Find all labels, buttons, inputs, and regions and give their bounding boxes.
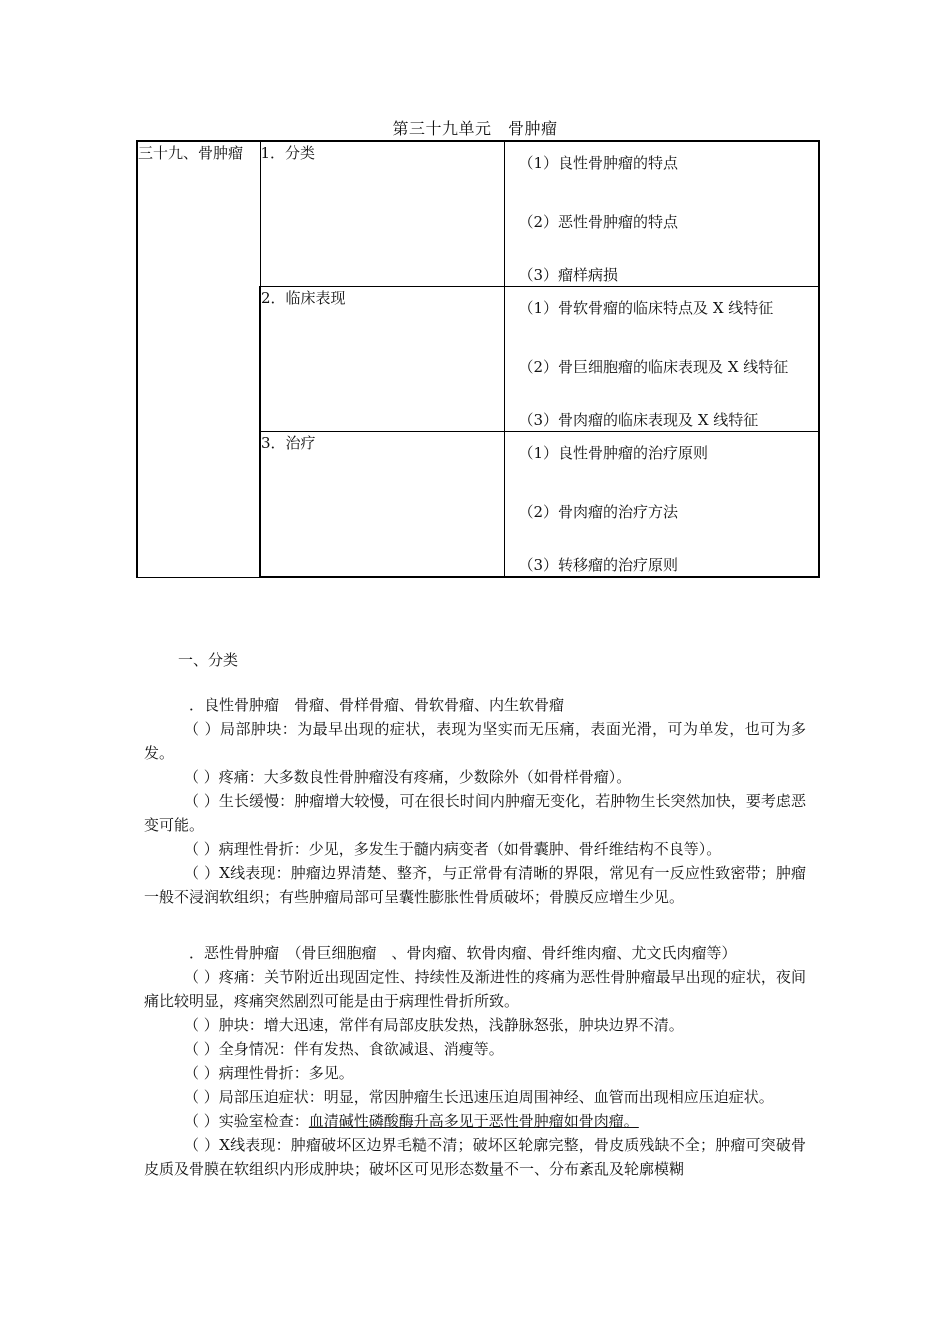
topic-cell: 1．分类 [260,141,504,287]
malignant-title: ．恶性骨肿瘤 （骨巨细胞瘤 、骨肉瘤、软骨肉瘤、骨纤维肉瘤、尤文氏肉瘤等） [189,944,737,962]
lab-exam-text: 血清碱性磷酸酶升高多见于恶性骨肿瘤如骨肉瘤。 [308,1112,639,1130]
list-item: （3）转移瘤的治疗原则 [518,556,679,574]
items-cell [504,141,819,287]
section-heading-block [144,648,806,672]
malignant-item: （ ）肿块：增大迅速，常伴有局部皮肤发热，浅静脉怒张，肿块边界不清。 [184,1016,684,1034]
xray-item: （ ）X线表现：肿瘤破坏区边界毛糙不清；破坏区轮廓完整，骨皮质残缺不全；肿瘤可突破骨皮质及骨膜在软组织内形成肿块；破坏区可见形态数量不一、分布紊乱及轮廓模糊 [144,1136,806,1178]
benign-item: （ ）局部肿块：为最早出现的症状，表现为坚实而无压痛，表面光滑，可为单发，也可为多发。 [144,720,806,762]
lab-exam-item [144,1109,806,1133]
list-item: （1）良性骨肿瘤的特点 [518,154,679,172]
list-item: （3）骨肉瘤的临床表现及 X 线特征 [518,411,759,429]
benign-title: ．良性骨肿瘤 骨瘤、骨样骨瘤、骨软骨瘤、内生软骨瘤 [189,696,565,714]
section-heading: 一、分类 [178,651,239,669]
list-item: （1）良性骨肿瘤的治疗原则 [518,444,709,462]
list-item: （1）骨软骨瘤的临床特点及 X 线特征 [518,299,774,317]
list-item: （2）恶性骨肿瘤的特点 [518,213,679,231]
topic-cell: 3．治疗 [260,432,504,578]
list-item: （3）瘤样病损 [518,266,619,284]
lab-exam-label: （ ）实验室检查： [184,1112,309,1130]
benign-item: （ ）X线表现：肿瘤边界清楚、整齐，与正常骨有清晰的界限，常见有一反应性致密带；肿瘤一般不浸润软组织；有些肿瘤局部可呈囊性膨胀性骨质破坏；骨膜反应增生少见。 [144,864,806,906]
unit-cell: 三十九、骨肿瘤 [137,141,260,577]
malignant-item: （ ）疼痛：关节附近出现固定性、持续性及渐进性的疼痛为恶性骨肿瘤最早出现的症状，夜间痛比较明显，疼痛突然剧烈可能是由于病理性骨折所致。 [144,968,806,1010]
malignant-item: （ ）局部压迫症状：明显，常因肿瘤生长迅速压迫周围神经、血管而出现相应压迫症状。 [184,1088,774,1106]
items-cell [504,287,819,432]
page-title: 第三十九单元 骨肿瘤 [392,119,558,138]
topic-cell: 2．临床表现 [260,287,504,432]
malignant-item: （ ）全身情况：伴有发热、食欲减退、消瘦等。 [184,1040,504,1058]
list-item: （2）骨巨细胞瘤的临床表现及 X 线特征 [518,358,789,376]
table-row [137,141,819,287]
benign-item: （ ）病理性骨折：少见，多发生于髓内病变者（如骨囊肿、骨纤维结构不良等）。 [184,840,722,858]
outline-table [136,140,820,578]
malignant-item: （ ）病理性骨折：多见。 [184,1064,354,1082]
list-item: （2）骨肉瘤的治疗方法 [518,503,679,521]
malignant-block [144,941,806,1181]
benign-item: （ ）生长缓慢：肿瘤增大较慢，可在很长时间内肿瘤无变化，若肿物生长突然加快，要考虑恶变可能。 [144,792,806,834]
benign-block [144,693,806,909]
benign-item: （ ）疼痛：大多数良性骨肿瘤没有疼痛，少数除外（如骨样骨瘤）。 [184,768,632,786]
items-cell [504,432,819,578]
